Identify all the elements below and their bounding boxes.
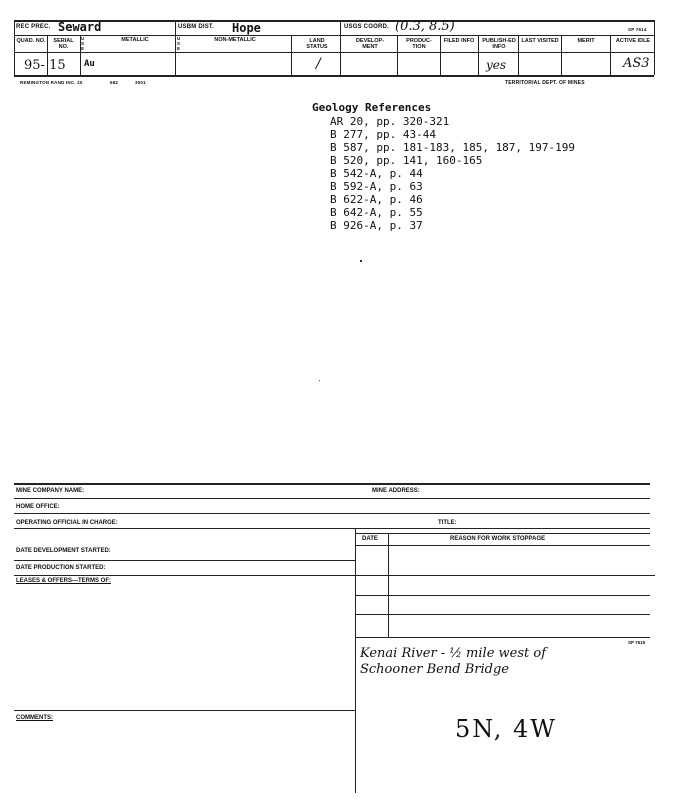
col-quad-no: QUAD. NO. xyxy=(16,38,46,44)
col-merit: MERIT xyxy=(577,38,595,44)
col-filed-info: FILED INFO xyxy=(443,38,475,44)
reference-item: B 926-A, p. 37 xyxy=(330,219,423,232)
reference-item: B 622-A, p. 46 xyxy=(330,193,423,206)
col-active-idle: ACTIVE IDLE xyxy=(615,38,651,44)
home-office-label: HOME OFFICE: xyxy=(16,504,60,510)
usbm-dist-label: USBM DIST. xyxy=(178,24,215,30)
col-land-status: LAND STATUS xyxy=(306,38,328,50)
col-serial-no: SERIAL NO. xyxy=(53,38,74,50)
title-label: TITLE: xyxy=(438,520,457,526)
comments-label: COMMENTS: xyxy=(16,715,53,721)
mine-address-label: MINE ADDRESS: xyxy=(372,488,420,494)
col-production: PRODUC-TION xyxy=(406,38,432,50)
location-note-line2: Schooner Bend Bridge xyxy=(360,662,509,677)
usgs-coord-value: (0.3, 8.5) xyxy=(395,19,455,34)
reference-item: B 642-A, p. 55 xyxy=(330,206,423,219)
col-published-info: PUBLISH-ED INFO xyxy=(482,38,516,50)
leases-label: LEASES & OFFERS—TERMS OF: xyxy=(16,578,112,584)
reference-item: B 520, pp. 141, 160-165 xyxy=(330,154,483,167)
rec-prec-value: Seward xyxy=(58,20,102,34)
form-number-2: SP 7615 xyxy=(628,640,646,645)
reference-item: B 277, pp. 43-44 xyxy=(330,128,436,141)
reason-column-label: REASON FOR WORK STOPPAGE xyxy=(450,536,546,542)
operating-official-label: OPERATING OFFICIAL IN CHARGE: xyxy=(16,520,118,526)
col-development: DEVELOP-MENT xyxy=(355,38,385,50)
col-metallic: METALLIC xyxy=(121,37,149,43)
printer-label: REMINGTON RAND INC. 20 xyxy=(20,80,83,85)
date-development-label: DATE DEVELOPMENT STARTED: xyxy=(16,548,111,554)
reference-item: B 587, pp. 181-183, 185, 187, 197-199 xyxy=(330,141,576,154)
date-column-label: DATE xyxy=(362,536,378,542)
township-range-note: 5N, 4W xyxy=(455,715,557,743)
reference-item: B 592-A, p. 63 xyxy=(330,180,423,193)
mine-company-name-label: MINE COMPANY NAME: xyxy=(16,488,85,494)
published-info-value: yes xyxy=(486,58,507,72)
col-non-metallic: NON-METALLIC xyxy=(214,37,256,43)
printer-code-1: 682 xyxy=(110,80,119,85)
reference-item: AR 20, pp. 320-321 xyxy=(330,115,450,128)
printer-code-2: 3001 xyxy=(135,80,146,85)
form-number: SP 7614 xyxy=(628,27,647,32)
usgs-coord-label: USGS COORD. xyxy=(344,24,389,30)
active-idle-value: AS3 xyxy=(623,56,650,71)
quad-serial-value: 95- 15 xyxy=(24,58,66,73)
location-note-line1: Kenai River - ½ mile west of xyxy=(360,646,547,661)
reference-item: B 542-A, p. 44 xyxy=(330,167,423,180)
col-use-metallic: U S E xyxy=(81,36,85,51)
references-title: Geology References xyxy=(312,101,432,114)
land-status-value: / xyxy=(316,56,321,72)
col-use-nonmetallic: U S E xyxy=(177,36,181,51)
rec-prec-label: REC PREC. xyxy=(16,24,51,30)
date-production-label: DATE PRODUCTION STARTED: xyxy=(16,565,106,571)
metallic-value: Au xyxy=(84,59,95,69)
col-last-visited: LAST VISITED xyxy=(521,38,559,44)
usbm-dist-value: Hope xyxy=(232,21,261,35)
department-label: TERRITORIAL DEPT. OF MINES xyxy=(505,80,585,86)
